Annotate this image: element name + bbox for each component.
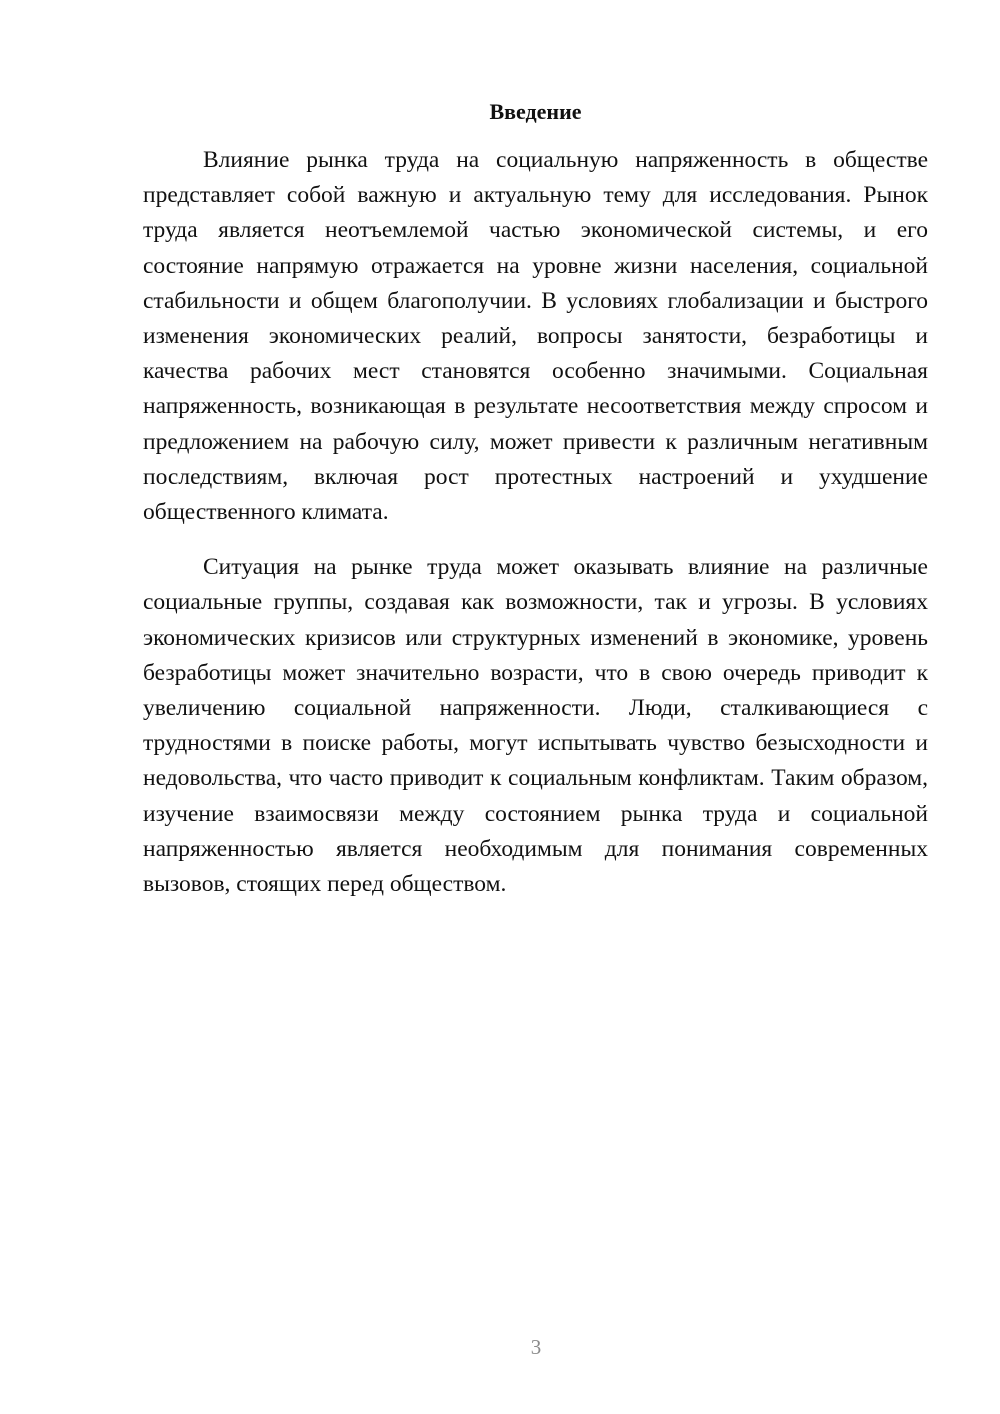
page-number: 3 [530, 1335, 542, 1359]
section-heading: Введение [489, 99, 582, 124]
paragraph-2: Ситуация на рынке труда может оказывать влияние на различные социальные группы, создавая как возможности, так и угрозы. В условиях экономических кризисов или структурных изменений в экономике, уровень безработицы может значительно возрасти, что в свою очередь приводит к увеличению социальной напряженности. Люди, сталкивающиеся с трудностями в поиске работы, могут испытывать чувство безысходности и недовольства, что часто приводит к социальным конфликтам. Таким образом, изучение взаимосвязи между состоянием рынка труда и социальной напряженностью является необходимым для понимания современных вызовов, стоящих перед обществом. [143, 554, 928, 898]
body-text [143, 143, 928, 902]
paragraph-1: Влияние рынка труда на социальную напряженность в обществе представляет собой важную и актуальную тему для исследования. Рынок труда является неотъемлемой частью экономической системы, и его состояние напрямую отражается на уровне жизни населения, социальной стабильности и общем благополучии. В условиях глобализации и быстрого изменения экономических реалий, вопросы занятости, безработицы и качества рабочих мест становятся особенно значимыми. Социальная напряженность, возникающая в результате несоответствия между спросом и предложением на рабочую силу, может привести к различным негативным последствиям, включая рост протестных настроений и ухудшение общественного климата. [143, 147, 928, 526]
